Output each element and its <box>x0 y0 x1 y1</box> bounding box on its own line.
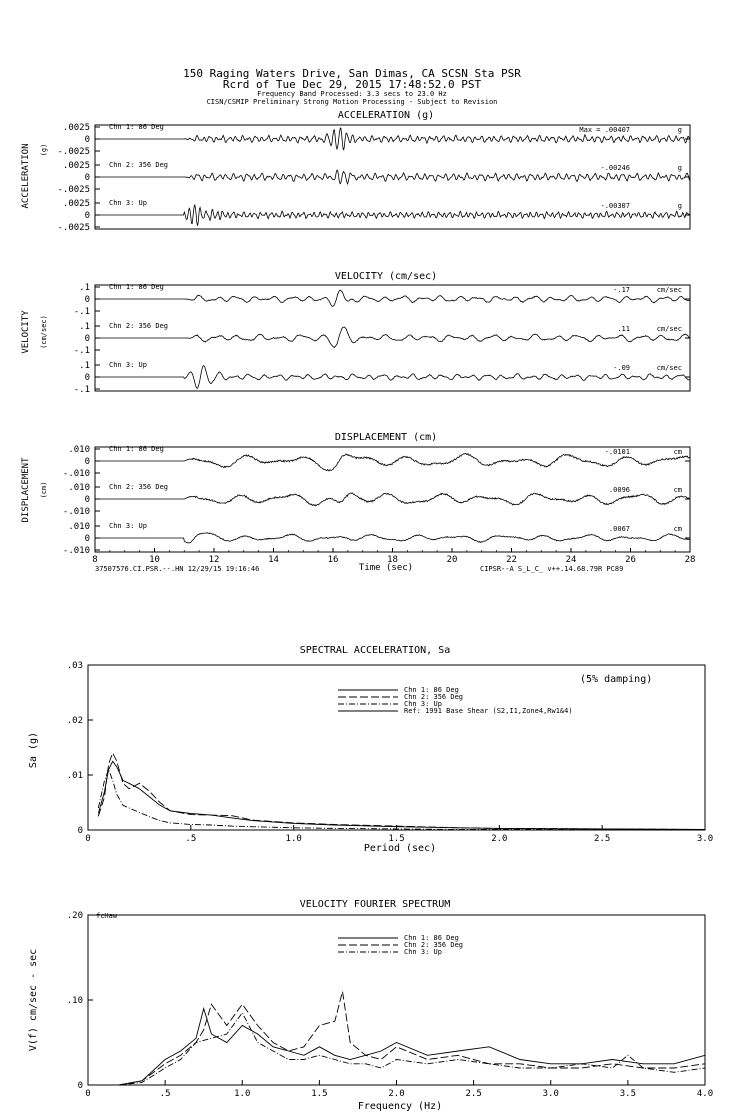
sa-y-tick-label: .01 <box>66 771 83 781</box>
vfs-series-line <box>96 992 705 1086</box>
channel-label: Chn 3: Up <box>109 522 147 530</box>
peak-value: -.17 <box>613 286 630 294</box>
y-tick-label: -.010 <box>62 469 90 479</box>
peak-value: .11 <box>617 325 630 333</box>
peak-unit: cm/sec <box>656 364 682 372</box>
channel-label: Chn 1: 86 Deg <box>109 123 164 131</box>
accel-ylabel: ACCELERATION <box>21 143 31 209</box>
disp-yunit: (cm) <box>40 481 48 499</box>
vfs-x-tick-label: .5 <box>159 1089 171 1099</box>
vfs-x-tick-label: 0 <box>85 1089 91 1099</box>
y-tick-label: 0 <box>84 534 90 544</box>
y-tick-label: .0025 <box>62 161 90 171</box>
y-tick-label: -.1 <box>73 307 90 317</box>
x-tick-label: 20 <box>446 555 458 565</box>
sa-x-tick-label: 2.5 <box>594 834 611 844</box>
x-tick-label: 18 <box>387 555 398 565</box>
peak-unit: g <box>677 126 682 134</box>
vfs-ylabel: V(f) cm/sec - sec <box>28 948 39 1052</box>
y-tick-label: -.1 <box>73 385 90 395</box>
y-tick-label: 0 <box>84 373 90 383</box>
y-tick-label: 0 <box>84 457 90 467</box>
waveform-vel <box>95 366 690 389</box>
y-tick-label: 0 <box>84 211 90 221</box>
footer-right: CIPSR--A S_L_C_ v++.14.68.79R PC89 <box>480 565 624 573</box>
waveform-vel <box>95 327 690 348</box>
peak-value: -.0101 <box>604 448 630 456</box>
x-tick-label: 22 <box>506 555 517 565</box>
sa-legend-label: Chn 2: 356 Deg <box>404 693 464 701</box>
waveform-disp <box>95 453 690 471</box>
sa-y-tick-label: .03 <box>66 661 83 671</box>
x-tick-label: 12 <box>208 555 220 565</box>
x-tick-label: 28 <box>684 555 696 565</box>
header-line4: CISN/CSMIP Preliminary Strong Motion Processing - Subject to Revision <box>206 98 498 106</box>
y-tick-label: -.0025 <box>57 147 90 157</box>
sa-x-tick-label: 3.0 <box>696 834 714 844</box>
sa-x-tick-label: 1.5 <box>388 834 405 844</box>
y-tick-label: .010 <box>68 522 90 532</box>
vel-ylabel: VELOCITY <box>21 310 31 354</box>
x-tick-label: 16 <box>327 555 339 565</box>
peak-value: .0096 <box>608 486 630 494</box>
y-tick-label: 0 <box>84 334 90 344</box>
y-tick-label: .1 <box>79 322 90 332</box>
vfs-xlabel: Frequency (Hz) <box>357 1101 443 1112</box>
peak-unit: g <box>677 202 682 210</box>
sa-xlabel: Period (sec) <box>363 843 437 854</box>
vfs-x-tick-label: 2.5 <box>465 1089 482 1099</box>
waveform-vel <box>95 290 690 306</box>
sa-legend-label: Ref: 1991 Base Shear (S2,I1,Zone4,Rw1&4) <box>404 707 573 715</box>
channel-label: Chn 3: Up <box>109 361 147 369</box>
vfs-legend-label: Chn 2: 356 Deg <box>404 941 464 949</box>
sa-series-line <box>98 761 705 829</box>
y-tick-label: .0025 <box>62 123 90 133</box>
vfs-x-tick-label: 2.0 <box>388 1089 405 1099</box>
peak-unit: cm <box>673 486 682 494</box>
vfs-series-line <box>96 1013 705 1085</box>
time-xlabel: Time (sec) <box>358 563 414 573</box>
panel-frame <box>95 447 690 552</box>
peak-value: .0067 <box>608 525 630 533</box>
sa-series-line <box>98 753 705 830</box>
y-tick-label: -.1 <box>73 346 90 356</box>
y-tick-label: .010 <box>68 483 90 493</box>
vfs-title: VELOCITY FOURIER SPECTRUM <box>299 899 451 910</box>
sa-x-tick-label: 0 <box>85 834 91 844</box>
peak-unit: g <box>677 164 682 172</box>
footer-left: 37507576.CI.PSR.--.HN 12/29/15 19:16:46 <box>95 565 260 573</box>
sa-y-tick-label: .02 <box>66 716 83 726</box>
channel-label: Chn 3: Up <box>109 199 147 207</box>
sa-ylabel: Sa (g) <box>28 731 39 769</box>
vfs-x-tick-label: 4.0 <box>696 1089 714 1099</box>
vfs-x-tick-label: 1.0 <box>234 1089 251 1099</box>
header-line3: Frequency Band Processed: 3.3 secs to 23.0 Hz <box>257 90 447 98</box>
peak-value: -.00246 <box>600 164 630 172</box>
sa-x-tick-label: 2.0 <box>491 834 508 844</box>
sa-x-tick-label: .5 <box>185 834 197 844</box>
sa-y-tick-label: 0 <box>77 826 83 836</box>
y-tick-label: .1 <box>79 283 90 293</box>
vfs-y-tick-label: .10 <box>66 996 83 1006</box>
x-tick-label: 10 <box>149 555 160 565</box>
y-tick-label: -.0025 <box>57 223 90 233</box>
peak-value: Max = .00407 <box>579 126 630 134</box>
y-tick-label: .1 <box>79 361 90 371</box>
accel-title: ACCELERATION (g) <box>337 110 435 121</box>
peak-unit: cm/sec <box>656 325 682 333</box>
y-tick-label: -.010 <box>62 507 90 517</box>
y-tick-label: .0025 <box>62 199 90 209</box>
sa-legend-label: Chn 1: 86 Deg <box>404 686 459 694</box>
vfs-legend-label: Chn 1: 86 Deg <box>404 934 459 942</box>
disp-ylabel: DISPLACEMENT <box>21 457 31 523</box>
vfs-series-line <box>96 1009 705 1086</box>
channel-label: Chn 1: 86 Deg <box>109 283 164 291</box>
sa-legend-label: Chn 3: Up <box>404 700 442 708</box>
y-tick-label: .010 <box>68 445 90 455</box>
channel-label: Chn 1: 86 Deg <box>109 445 164 453</box>
vfs-x-tick-label: 1.5 <box>311 1089 328 1099</box>
x-tick-label: 24 <box>565 555 577 565</box>
channel-label: Chn 2: 356 Deg <box>109 322 169 330</box>
x-tick-label: 14 <box>268 555 279 565</box>
x-tick-label: 8 <box>92 555 98 565</box>
x-tick-label: 26 <box>625 555 636 565</box>
disp-title: DISPLACEMENT (cm) <box>334 432 438 443</box>
peak-value: -.00307 <box>600 202 630 210</box>
sa-annotation: (5% damping) <box>580 674 653 685</box>
peak-unit: cm <box>673 525 682 533</box>
header-line2: Rcrd of Tue Dec 29, 2015 17:48:52.0 PST <box>222 78 482 91</box>
vfs-y-tick-label: 0 <box>77 1081 83 1091</box>
y-tick-label: 0 <box>84 173 90 183</box>
peak-unit: cm/sec <box>656 286 682 294</box>
y-tick-label: -.010 <box>62 546 90 556</box>
y-tick-label: 0 <box>84 135 90 145</box>
chart-marks <box>57 123 713 1099</box>
y-tick-label: 0 <box>84 295 90 305</box>
channel-label: Chn 2: 356 Deg <box>109 483 169 491</box>
peak-value: -.09 <box>613 364 630 372</box>
accel-yunit: (g) <box>40 143 48 157</box>
sa-x-tick-label: 1.0 <box>285 834 302 844</box>
waveform-disp <box>95 533 690 543</box>
sa-title: SPECTRAL ACCELERATION, Sa <box>299 645 451 656</box>
waveform-disp <box>95 493 690 506</box>
y-tick-label: 0 <box>84 495 90 505</box>
vfs-y-tick-label: .20 <box>66 911 83 921</box>
peak-unit: cm <box>673 448 682 456</box>
sa-series-line <box>98 770 705 831</box>
channel-label: Chn 2: 356 Deg <box>109 161 169 169</box>
vel-yunit: (cm/sec) <box>40 315 48 349</box>
header-line1: 150 Raging Waters Drive, San Dimas, CA SCSN Sta PSR <box>183 67 521 80</box>
vfs-annotation: fcHaw <box>96 912 118 920</box>
vfs-x-tick-label: 3.5 <box>619 1089 637 1099</box>
vfs-legend-label: Chn 3: Up <box>404 948 442 956</box>
vfs-x-tick-label: 3.0 <box>542 1089 559 1099</box>
y-tick-label: -.0025 <box>57 185 90 195</box>
waveform-accel <box>95 170 690 184</box>
vel-title: VELOCITY (cm/sec) <box>334 271 438 282</box>
